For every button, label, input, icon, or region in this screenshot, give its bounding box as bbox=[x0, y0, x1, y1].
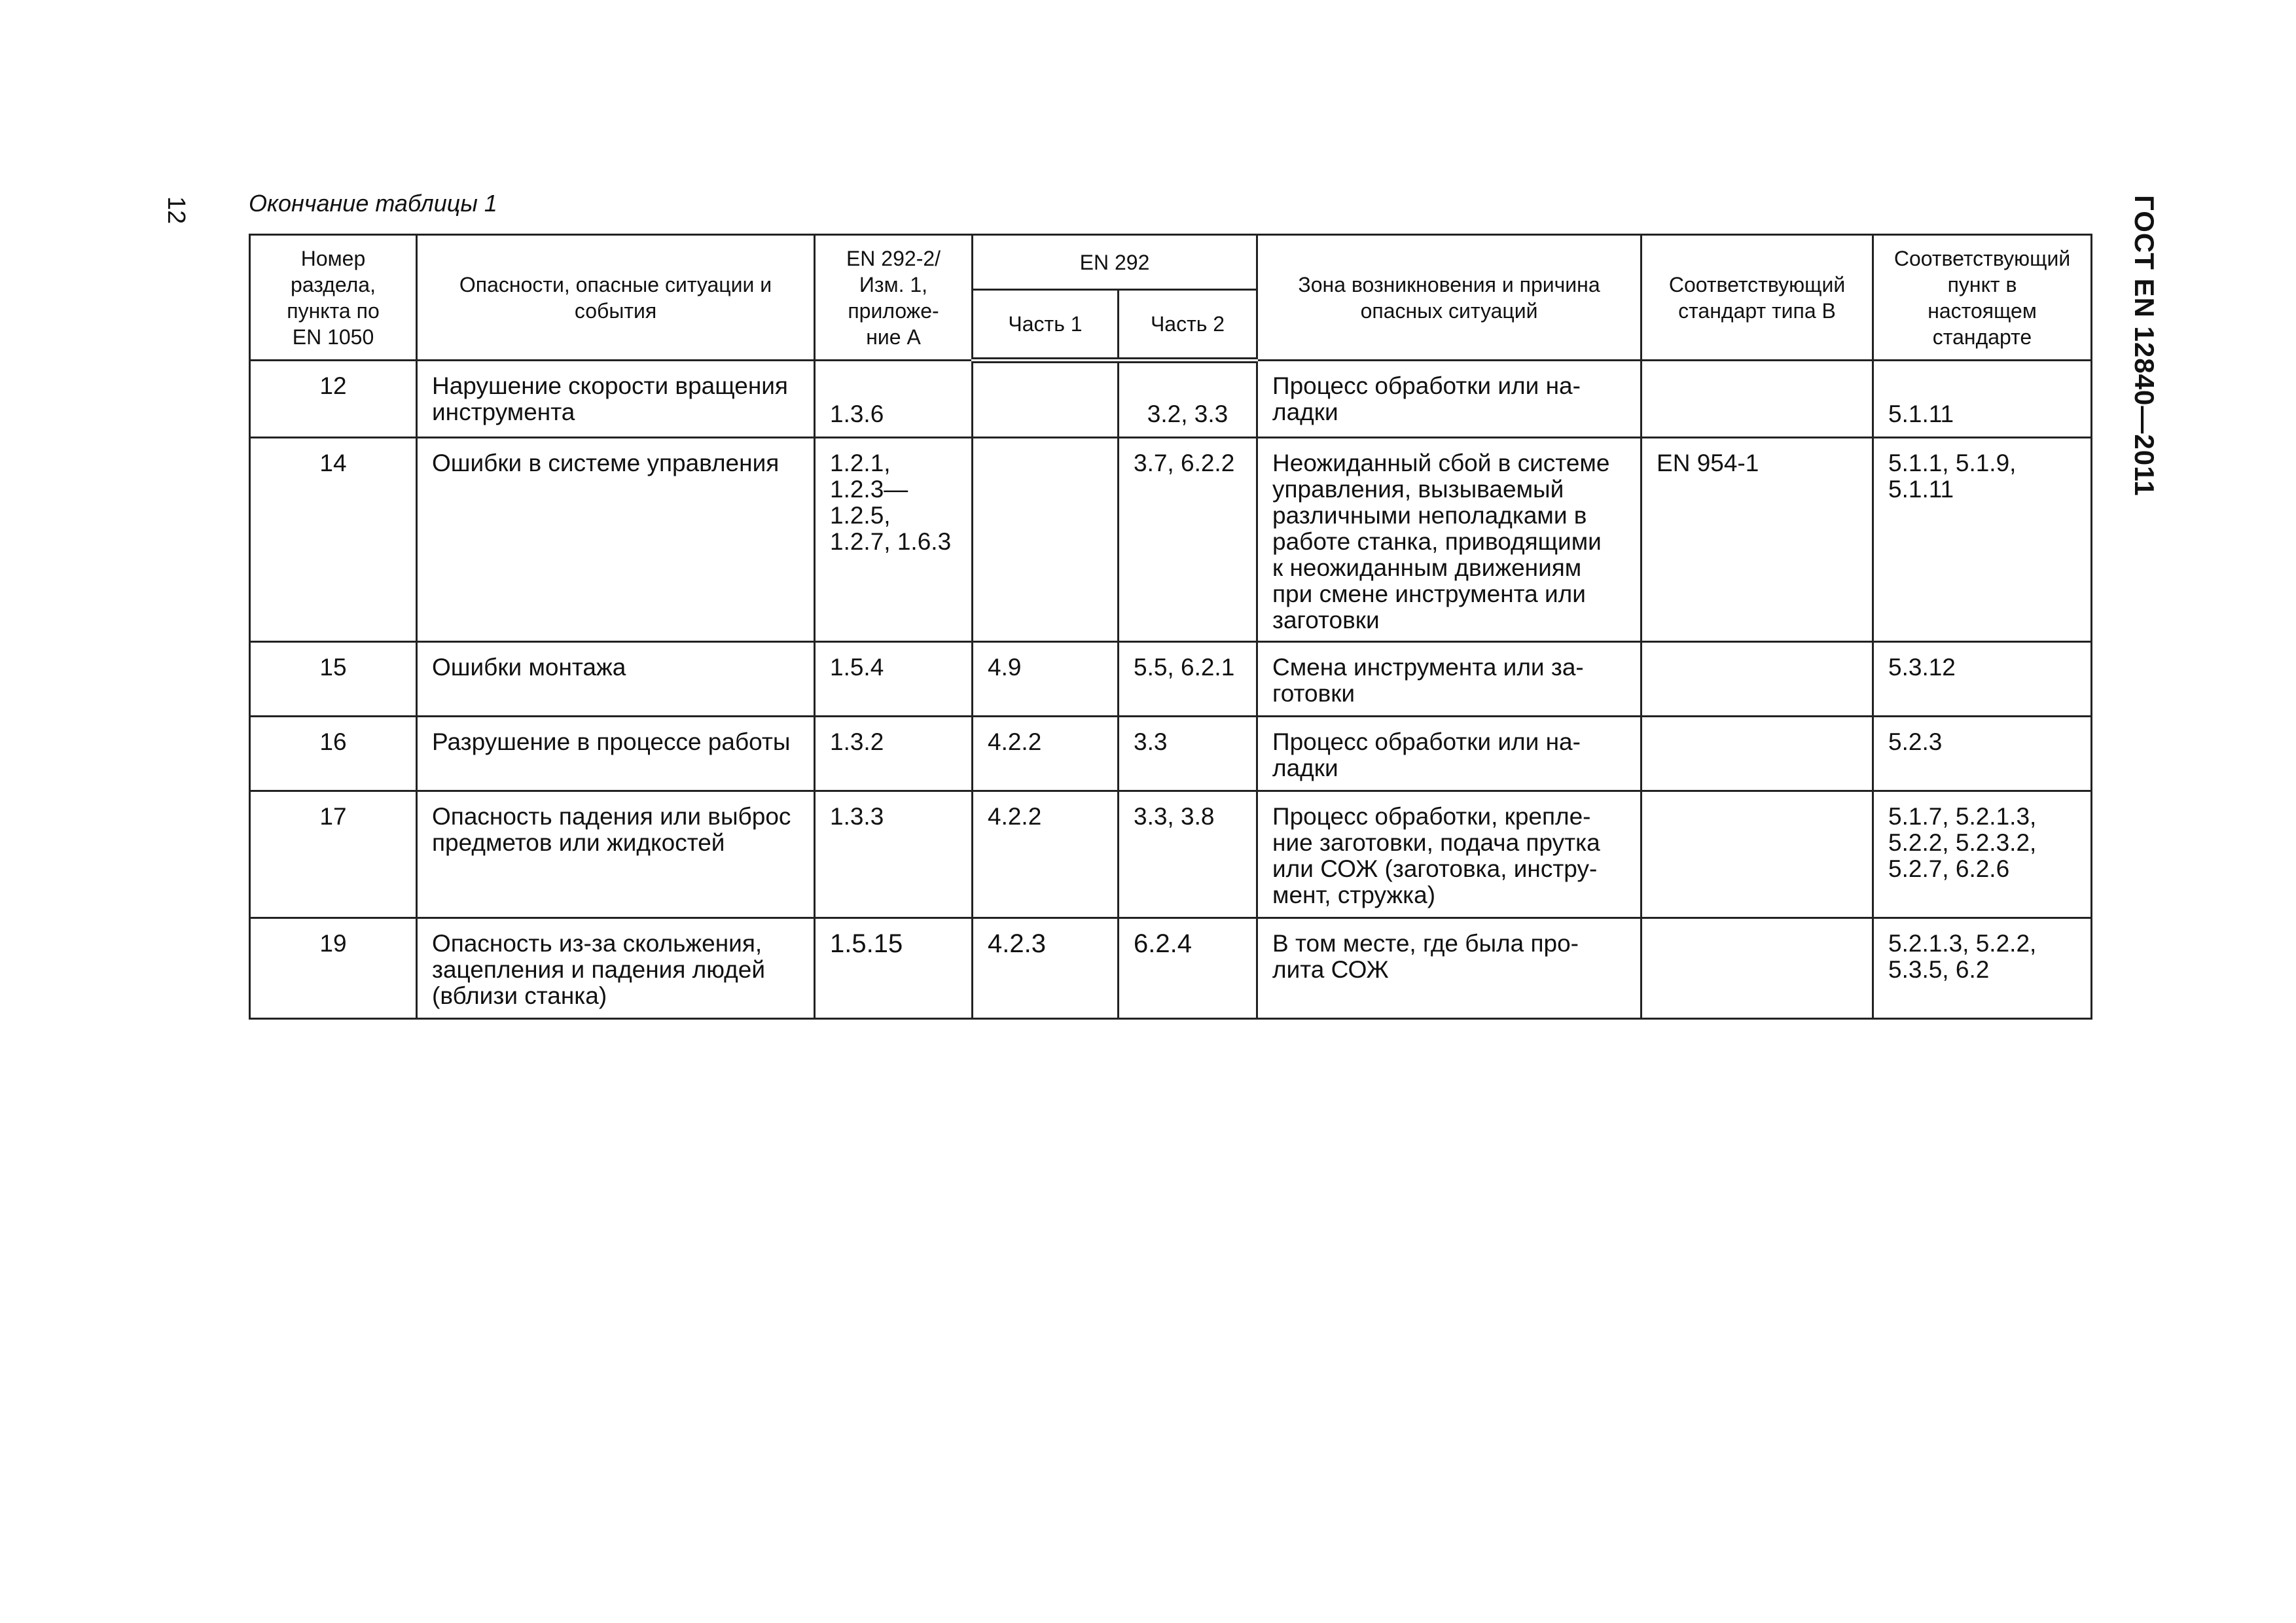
cell-en292-2: 1.5.4 bbox=[815, 642, 973, 717]
cell-hazard: Ошибки в системе управления bbox=[417, 438, 815, 642]
header-hazards: Опасности, опасные ситуации и события bbox=[417, 235, 815, 361]
cell-part1: 4.2.2 bbox=[973, 717, 1119, 791]
cell-en292-2: 1.3.3 bbox=[815, 791, 973, 918]
cell-zone: В том месте, где была про- лита СОЖ bbox=[1257, 918, 1641, 1019]
cell-part2: 3.7, 6.2.2 bbox=[1119, 438, 1257, 642]
cell-clause: 5.1.1, 5.1.9, 5.1.11 bbox=[1873, 438, 2092, 642]
cell-clause: 5.2.3 bbox=[1873, 717, 2092, 791]
cell-en292-2: 1.3.2 bbox=[815, 717, 973, 791]
cell-hazard: Нарушение скорости вращения инструмента bbox=[417, 361, 815, 438]
cell-type-b bbox=[1641, 642, 1873, 717]
table-caption: Окончание таблицы 1 bbox=[249, 190, 497, 217]
cell-section: 19 bbox=[250, 918, 417, 1019]
table-row bbox=[250, 791, 2092, 918]
cell-en292-2: 1.5.15 bbox=[815, 918, 973, 1019]
cell-clause: 5.1.11 bbox=[1873, 361, 2092, 438]
cell-type-b bbox=[1641, 918, 1873, 1019]
page-number: 12 bbox=[162, 196, 190, 224]
cell-section: 15 bbox=[250, 642, 417, 717]
cell-hazard: Разрушение в процессе работы bbox=[417, 717, 815, 791]
cell-clause: 5.3.12 bbox=[1873, 642, 2092, 717]
header-part1: Часть 1 bbox=[973, 290, 1119, 361]
cell-zone: Процесс обработки или на- ладки bbox=[1257, 361, 1641, 438]
cell-type-b bbox=[1641, 717, 1873, 791]
cell-hazard: Опасность из-за скольжения, зацепления и падения людей (вблизи станка) bbox=[417, 918, 815, 1019]
cell-hazard: Опасность падения или выброс предметов или жидкостей bbox=[417, 791, 815, 918]
cell-part2: 3.3 bbox=[1119, 717, 1257, 791]
cell-part1 bbox=[973, 438, 1119, 642]
header-en292-2: EN 292-2/ Изм. 1, приложе- ние А bbox=[815, 235, 973, 361]
cell-part2: 5.5, 6.2.1 bbox=[1119, 642, 1257, 717]
cell-part2: 6.2.4 bbox=[1119, 918, 1257, 1019]
table-row bbox=[250, 361, 2092, 438]
header-clause: Соответствующий пункт в настоящем стандарте bbox=[1873, 235, 2092, 361]
cell-section: 12 bbox=[250, 361, 417, 438]
cell-zone: Процесс обработки или на- ладки bbox=[1257, 717, 1641, 791]
cell-zone: Неожиданный сбой в системе управления, вызываемый различными неполадками в работе станка, приводящими к неожиданным движениям при смене инструмента или заготовки bbox=[1257, 438, 1641, 642]
table-row bbox=[250, 717, 2092, 791]
header-part2: Часть 2 bbox=[1119, 290, 1257, 361]
cell-en292-2: 1.3.6 bbox=[815, 361, 973, 438]
header-zone: Зона возникновения и причина опасных ситуаций bbox=[1257, 235, 1641, 361]
cell-part1: 4.2.2 bbox=[973, 791, 1119, 918]
cell-clause: 5.1.7, 5.2.1.3, 5.2.2, 5.2.3.2, 5.2.7, 6.2.6 bbox=[1873, 791, 2092, 918]
cell-zone: Смена инструмента или за- готовки bbox=[1257, 642, 1641, 717]
cell-part2: 3.3, 3.8 bbox=[1119, 791, 1257, 918]
document-code: ГОСТ EN 12840—2011 bbox=[2129, 195, 2160, 497]
cell-type-b: EN 954-1 bbox=[1641, 438, 1873, 642]
table-row bbox=[250, 918, 2092, 1019]
header-section-number: Номер раздела, пункта по EN 1050 bbox=[250, 235, 417, 361]
header-en292: EN 292 bbox=[973, 235, 1257, 290]
header-type-b-standard: Соответствующий стандарт типа В bbox=[1641, 235, 1873, 361]
cell-zone: Процесс обработки, крепле- ние заготовки, подача прутка или СОЖ (заготовка, инстру- мент, стружка) bbox=[1257, 791, 1641, 918]
cell-section: 14 bbox=[250, 438, 417, 642]
hazards-table bbox=[249, 234, 2092, 1020]
cell-part1 bbox=[973, 361, 1119, 438]
cell-clause: 5.2.1.3, 5.2.2, 5.3.5, 6.2 bbox=[1873, 918, 2092, 1019]
cell-type-b bbox=[1641, 361, 1873, 438]
table-row bbox=[250, 642, 2092, 717]
cell-section: 17 bbox=[250, 791, 417, 918]
cell-type-b bbox=[1641, 791, 1873, 918]
cell-hazard: Ошибки монтажа bbox=[417, 642, 815, 717]
cell-en292-2: 1.2.1, 1.2.3— 1.2.5, 1.2.7, 1.6.3 bbox=[815, 438, 973, 642]
cell-part1: 4.9 bbox=[973, 642, 1119, 717]
cell-section: 16 bbox=[250, 717, 417, 791]
cell-part2: 3.2, 3.3 bbox=[1119, 361, 1257, 438]
cell-part1: 4.2.3 bbox=[973, 918, 1119, 1019]
table-row bbox=[250, 438, 2092, 642]
